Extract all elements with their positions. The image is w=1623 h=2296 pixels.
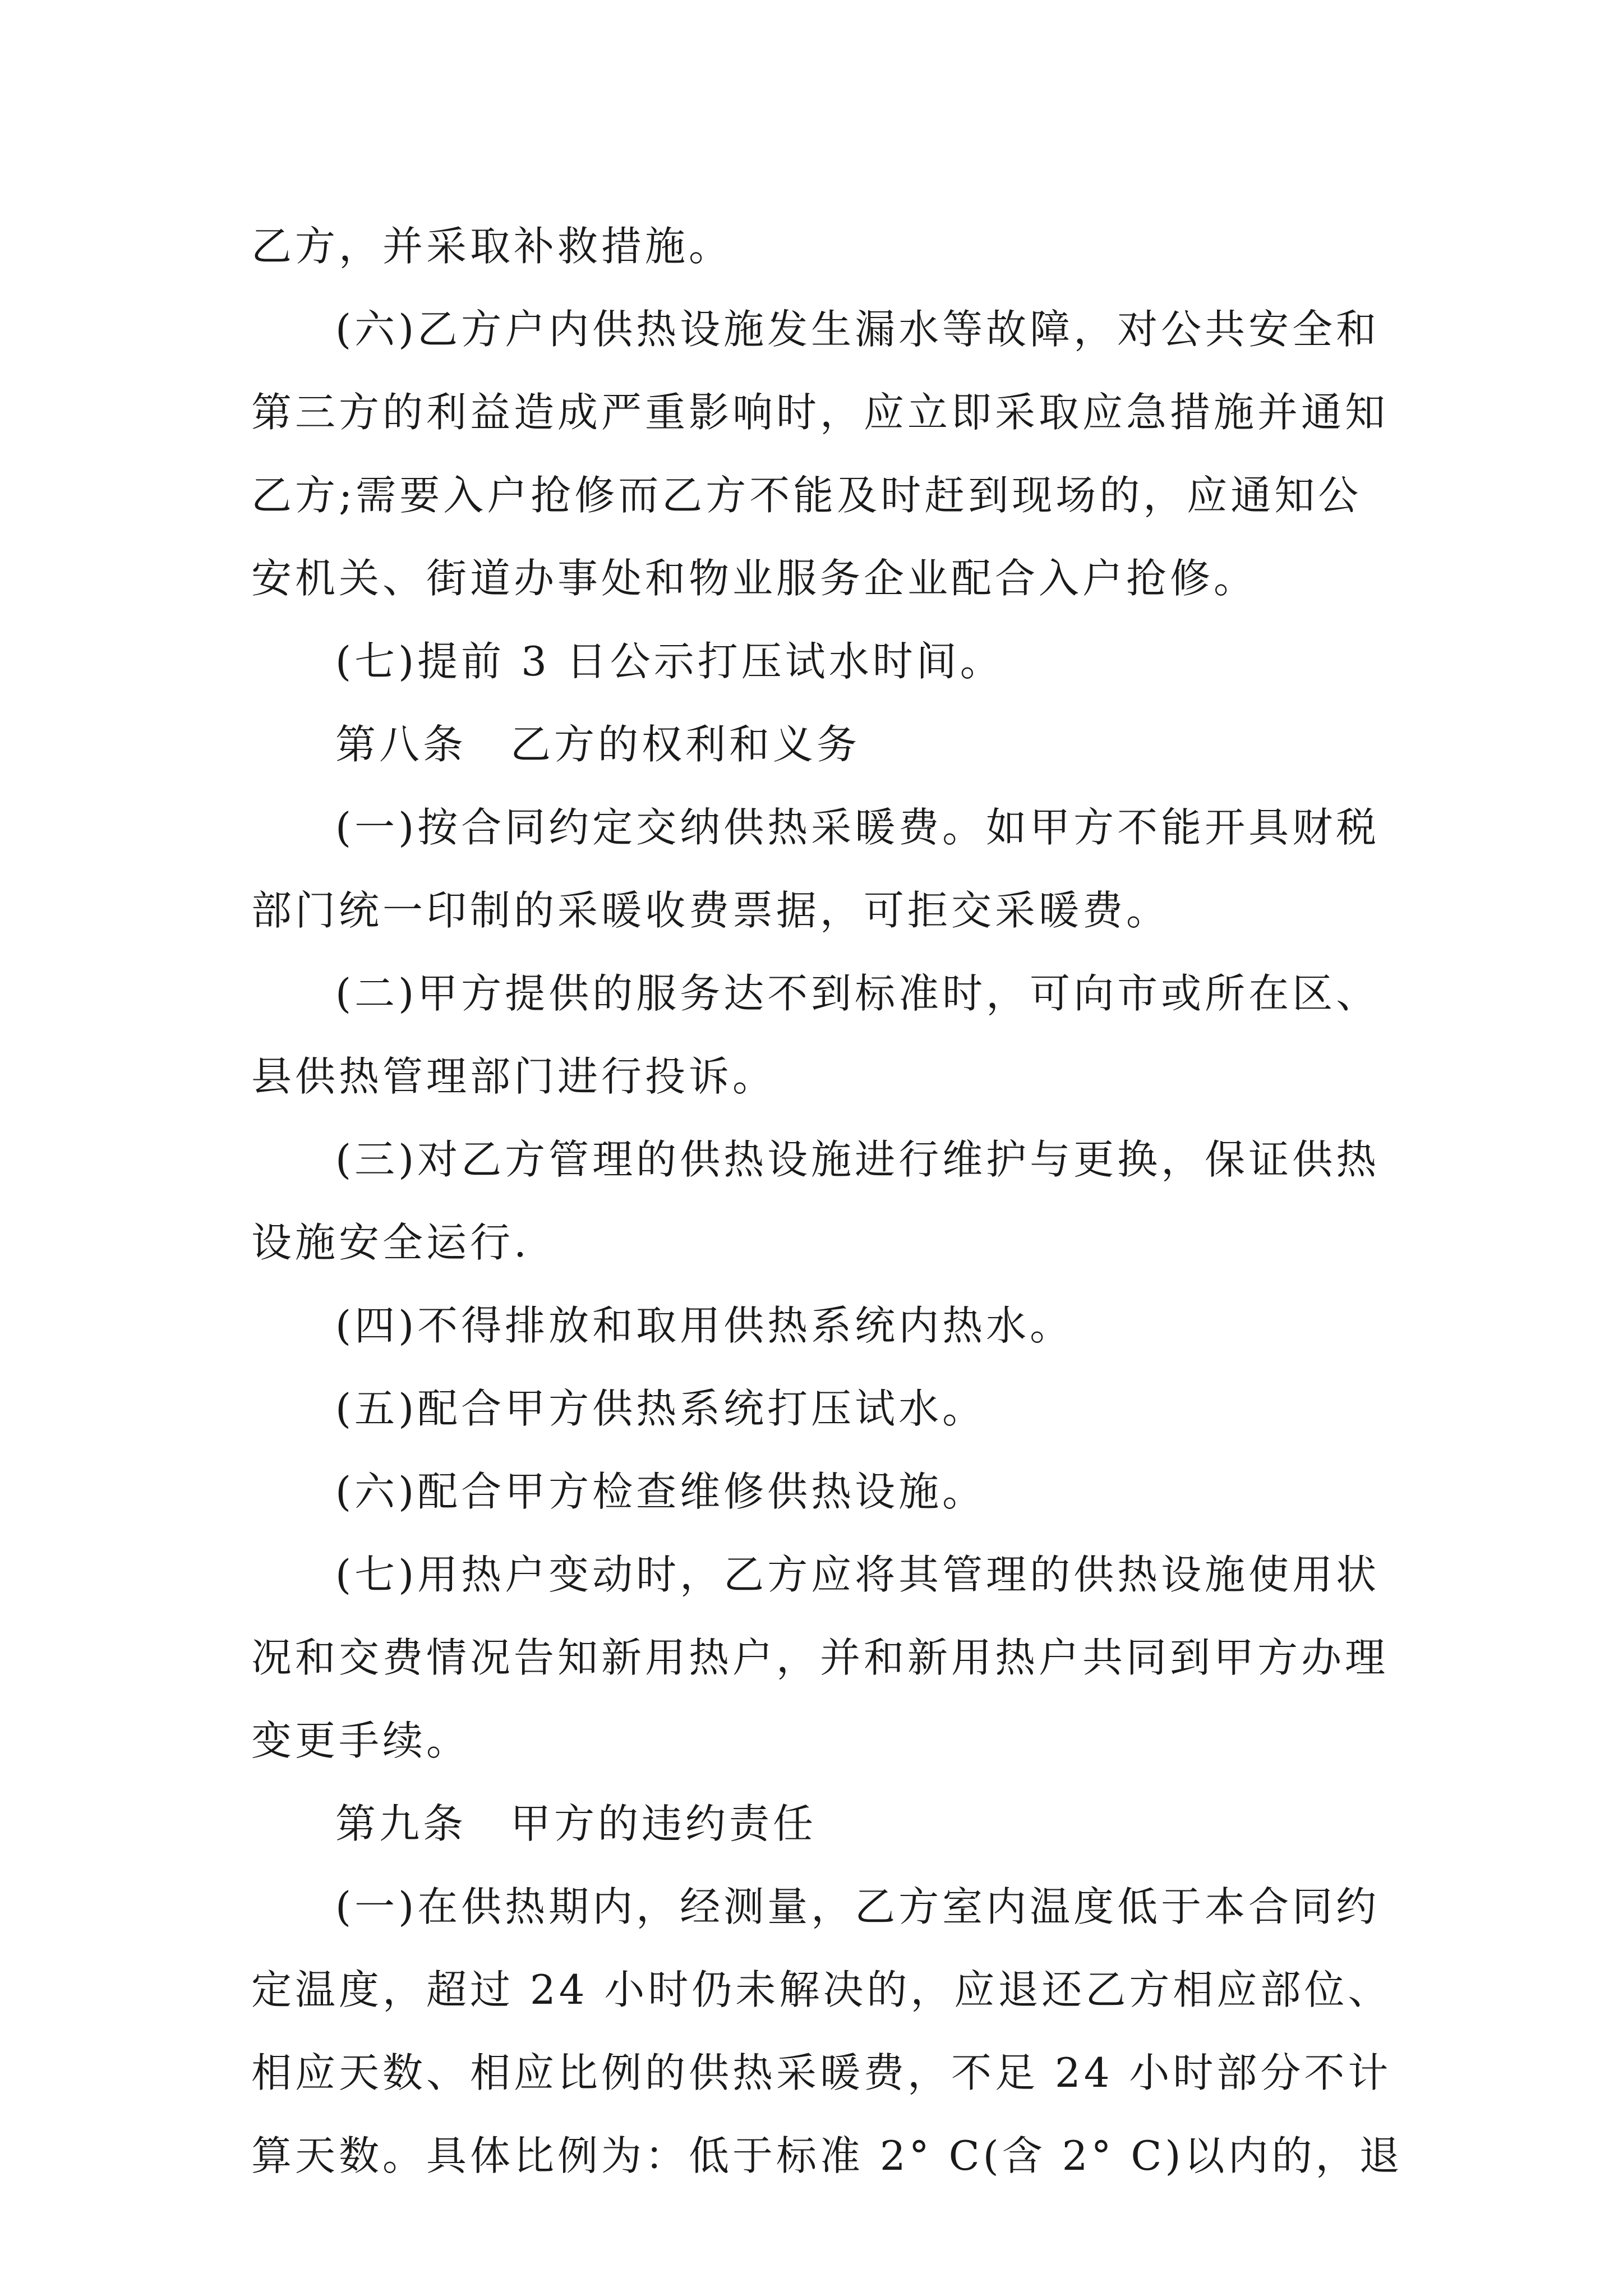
text-line: 设施安全运行. [251,1219,530,1266]
text-line: (一)在供热期内，经测量，乙方室内温度低于本合同约 [335,1883,1380,1930]
text-line: 安机关、街道办事处和物业服务企业配合入户抢修。 [251,555,1258,602]
text-line: (一)按合同约定交纳供热采暖费。如甲方不能开具财税 [335,804,1380,851]
text-line: (六)乙方户内供热设施发生漏水等故障，对公共安全和 [335,306,1380,353]
text-line: (七)用热户变动时，乙方应将其管理的供热设施使用状 [335,1551,1380,1598]
text-line: 县供热管理部门进行投诉。 [251,1053,777,1100]
text-line: 部门统一印制的采暖收费票据，可拒交采暖费。 [251,887,1170,934]
text-line: 况和交费情况告知新用热户，并和新用热户共同到甲方办理 [251,1634,1389,1681]
text-line: (六)配合甲方检查维修供热设施。 [335,1468,986,1515]
text-line: 变更手续。 [251,1717,471,1764]
text-line: (三)对乙方管理的供热设施进行维护与更换，保证供热 [335,1136,1380,1183]
text-line: 第九条 甲方的违约责任 [335,1800,817,1847]
text-line: (四)不得排放和取用供热系统内热水。 [335,1302,1074,1349]
text-line: 第八条 乙方的权利和义务 [335,721,861,768]
text-line: 第三方的利益造成严重影响时，应立即采取应急措施并通知 [251,389,1389,436]
text-line: (五)配合甲方供热系统打压试水。 [335,1385,986,1432]
document-body [251,205,1401,2197]
text-line: 算天数。具体比例为：低于标准 2° C(含 2° C)以内的，退 [251,2132,1403,2179]
text-line: 相应天数、相应比例的供热采暖费，不足 24 小时部分不计 [251,2049,1392,2096]
text-line: (七)提前 3 日公示打压试水时间。 [335,638,1004,685]
text-line: 定温度，超过 24 小时仍未解决的，应退还乙方相应部位、 [251,1966,1392,2013]
text-line: 乙方，并采取补救措施。 [251,223,733,270]
text-line: (二)甲方提供的服务达不到标准时，可向市或所在区、 [335,970,1380,1017]
text-line: 乙方;需要入户抢修而乙方不能及时赶到现场的，应通知公 [251,472,1362,519]
